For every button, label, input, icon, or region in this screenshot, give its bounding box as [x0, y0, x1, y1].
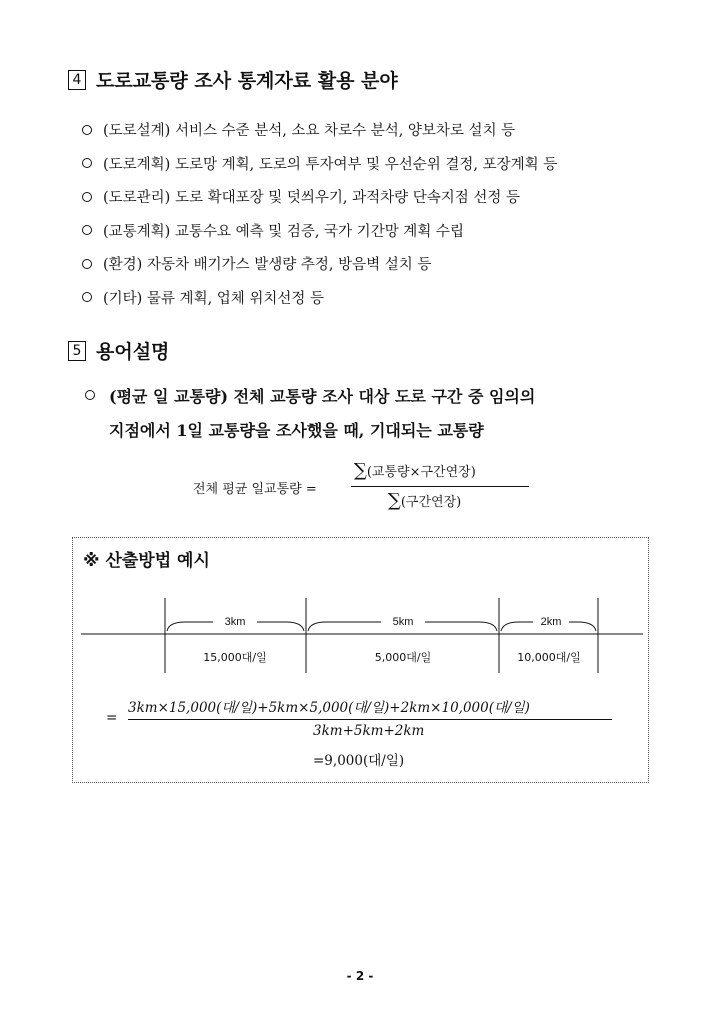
fraction-bar: [351, 486, 529, 487]
formula-denominator: ∑(구간연장): [388, 490, 462, 511]
formula-numerator: ∑(교통량×구간연장): [354, 460, 476, 481]
segment-length-label: 3km: [224, 616, 246, 628]
formula-lhs: 전체 평균 일교통량 =: [193, 482, 317, 497]
list-item: (교통계획) 교통수요 예측 및 검증, 국가 기간망 계획 수립: [82, 214, 662, 248]
segment-length-label: 2km: [540, 616, 562, 628]
list-item: (도로관리) 도로 확대포장 및 덧씌우기, 과적차량 단속지점 선정 등: [82, 180, 662, 214]
term-line-1: (평균 일 교통량) 전체 교통량 조사 대상 도로 구간 중 임의의: [109, 386, 536, 406]
circle-bullet-icon: [82, 192, 92, 202]
section-number-box: 4: [68, 70, 86, 90]
list-item: (환경) 자동차 배기가스 발생량 추정, 방음벽 설치 등: [82, 247, 662, 281]
list-item: (도로설계) 서비스 수준 분석, 소요 차로수 분석, 양보차로 설치 등: [82, 113, 662, 147]
term-line-2: 지점에서 1일 교통량을 조사했을 때, 기대되는 교통량: [109, 420, 484, 440]
list-item: (도로계획) 도로망 계획, 도로의 투자여부 및 우선순위 결정, 포장계획 등: [82, 147, 662, 181]
segment-volume-label: 5,000대/일: [374, 651, 432, 664]
segment-length-label: 5km: [392, 616, 414, 628]
section-4-heading: [68, 66, 398, 93]
list-item: (기타) 물류 계획, 업체 위치선정 등: [82, 281, 662, 315]
page-number: - 2 -: [346, 969, 374, 983]
segment-volume-label: 10,000대/일: [517, 651, 581, 664]
sigma-icon: ∑: [354, 460, 367, 481]
circle-bullet-icon: [82, 125, 92, 135]
circle-bullet-icon: [82, 225, 92, 235]
example-title: ※ 산출방법 예시: [83, 551, 210, 571]
usage-list: [82, 113, 662, 314]
fraction-bar: [128, 719, 612, 720]
calc-equals: =: [106, 710, 118, 726]
calc-result: =9,000(대/일): [313, 753, 405, 769]
circle-bullet-icon: [82, 158, 92, 168]
calc-denominator: 3km+5km+2km: [313, 723, 425, 739]
section-4-title: 도로교통량 조사 통계자료 활용 분야: [96, 70, 398, 92]
average-daily-traffic-formula: [193, 458, 533, 518]
road-segment-diagram: [73, 538, 650, 688]
section-number-box: 5: [68, 341, 86, 361]
segment-volume-label: 15,000대/일: [203, 651, 267, 664]
circle-bullet-icon: [85, 390, 95, 400]
calculation-example-box: [72, 537, 649, 783]
calc-numerator: 3km×15,000(대/일)+5km×5,000(대/일)+2km×10,000(대/일): [128, 700, 530, 716]
section-5-title: 용어설명: [96, 341, 170, 363]
sigma-icon: ∑: [388, 490, 401, 511]
circle-bullet-icon: [82, 292, 92, 302]
term-definition: [85, 378, 655, 446]
section-5-heading: [68, 337, 169, 364]
circle-bullet-icon: [82, 259, 92, 269]
